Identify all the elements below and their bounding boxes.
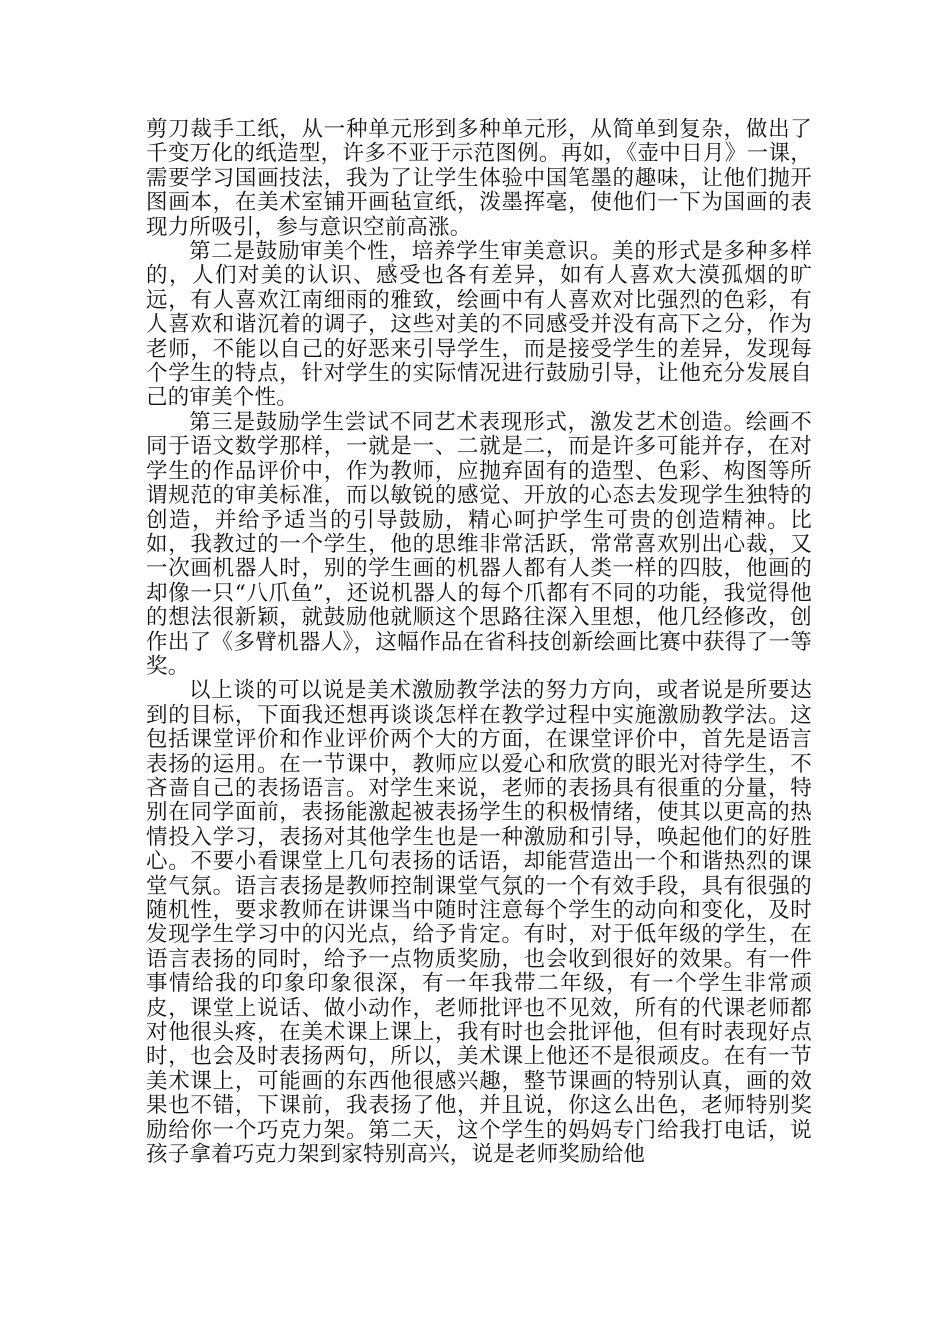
paragraph-artistic-creation: 第三是鼓励学生尝试不同艺术表现形式，激发艺术创造。绘画不同于语文数学那样，一就是一、二就是二，而是许多可能并存，在对学生的作品评价中，作为教师，应抛弃固有的造型、色彩、构图等所谓规范的审美标准，而以敏锐的感觉、开放的心态去发现学生独特的创造，并给予适当的引导鼓励，精心呵护学生可贵的创造精神。比如，我教过的一个学生，他的思维非常活跃，常常喜欢别出心裁，又一次画机器人时，别的学生画的机器人都有人类一样的四肢，他画的却像一只“八爪鱼”，还说机器人的每个爪都有不同的功能，我觉得他的想法很新颖，就鼓励他就顺这个思路往深入里想，他几经修改，创作出了《多臂机器人》，这幅作品在省科技创新绘画比赛中获得了一等奖。 [146, 409, 812, 679]
paragraph-implementation: 以上谈的可以说是美术激励教学法的努力方向，或者说是所要达到的目标，下面我还想再谈谈怎样在教学过程中实施激励教学法。这包括课堂评价和作业评价两个大的方面，在课堂评价中，首先是语言表扬的运用。在一节课中，教师应以爱心和欣赏的眼光对待学生，不吝啬自己的表扬语言。对学生来说，老师的表扬具有很重的分量，特别在同学面前，表扬能激起被表扬学生的积极情绪，使其以更高的热情投入学习，表扬对其他学生也是一种激励和引导，唤起他们的好胜心。不要小看课堂上几句表扬的话语，却能营造出一个和谐热烈的课堂气氛。语言表扬是教师控制课堂气氛的一个有效手段，具有很强的随机性，要求教师在讲课当中随时注意每个学生的动向和变化，及时发现学生学习中的闪光点，给予肯定。有时，对于低年级的学生，在语言表扬的同时，给予一点物质奖励，也会收到很好的效果。有一件事情给我的印象印象很深，有一年我带二年级，有一个学生非常顽皮，课堂上说话、做小动作，老师批评也不见效，所有的代课老师都对他很头疼，在美术课上课上，我有时也会批评他，但有时表现好点时，也会及时表扬两句，所以，美术课上他还不是很顽皮。在有一节美术课上，可能画的东西他很感兴趣，整节课画的特别认真，画的效果也不错，下课前，我表扬了他，并且说，你这么出色，老师特别奖励给你一个巧克力架。第二天，这个学生的妈妈专门给我打电话，说孩子拿着巧克力架到家特别高兴，说是老师奖励给他 [146, 678, 812, 1168]
paragraph-continuation: 剪刀裁手工纸，从一种单元形到多种单元形，从简单到复杂，做出了千变万化的纸造型，许多不亚于示范图例。再如，《壶中日月》一课，需要学习国画技法，我为了让学生体验中国笔墨的趣味，让他们抛开图画本，在美术室铺开画毡宣纸，泼墨挥毫，使他们一下为国画的表现力所吸引，参与意识空前高涨。 [146, 117, 812, 240]
paragraph-aesthetic-individuality: 第二是鼓励审美个性，培养学生审美意识。美的形式是多种多样的，人们对美的认识、感受也各有差异，如有人喜欢大漠孤烟的旷远，有人喜欢江南细雨的雅致，绘画中有人喜欢对比强烈的色彩，有人喜欢和谐沉着的调子，这些对美的不同感受并没有高下之分，作为老师，不能以自己的好恶来引导学生，而是接受学生的差异，发现每个学生的特点，针对学生的实际情况进行鼓励引导，让他充分发展自己的审美个性。 [146, 239, 812, 411]
body-text [146, 118, 812, 1167]
